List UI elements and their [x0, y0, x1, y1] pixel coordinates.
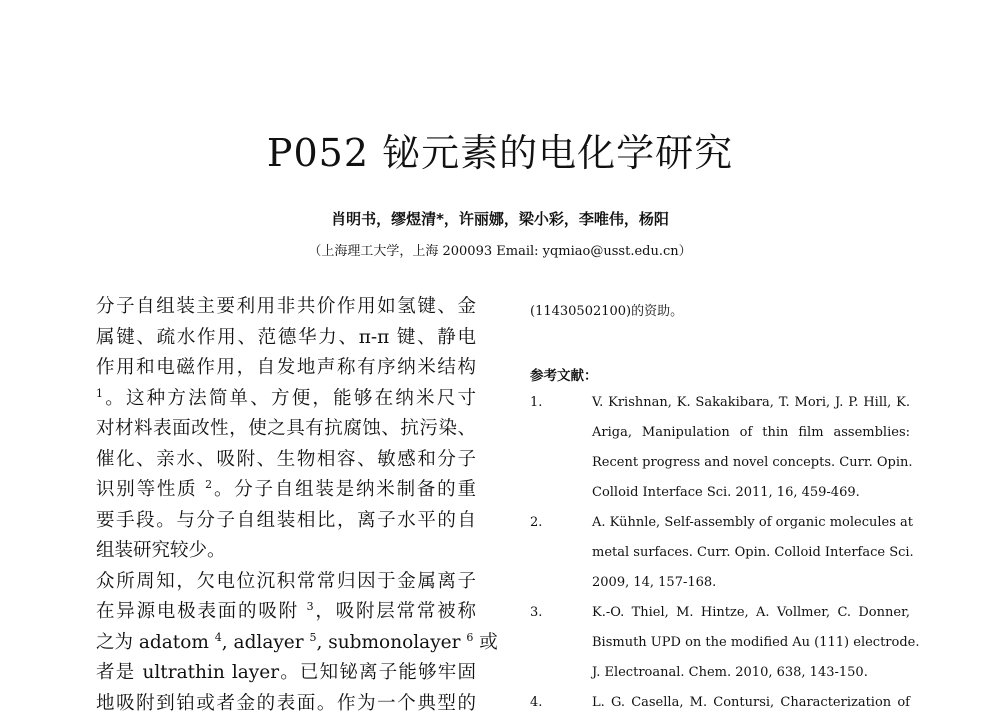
body-line: 众所周知，欠电位沉积常常归因于金属离子: [96, 567, 476, 598]
body-line: 对材料表面改性，使之具有抗腐蚀、抗污染、: [96, 414, 476, 445]
affiliation: （上海理工大学，上海 200093 Email: yqmiao@usst.edu.cn）: [0, 240, 1000, 259]
author-list: 肖明书，缪煜清*，许丽娜，梁小彩，李唯伟，杨阳: [0, 208, 1000, 229]
reference-text: A. Kühnle, Self-assembly of organic molecules at metal surfaces. Curr. Opin. Colloid Interface Sci. 2009, 14, 157-168.: [592, 508, 910, 598]
reference-text: V. Krishnan, K. Sakakibara, T. Mori, J. P. Hill, K. Ariga, Manipulation of thin film assemblies: Recent progress and novel concepts. Curr. Opin. Colloid Interface Sci. 2011, 16, 459-469.: [592, 388, 910, 508]
body-line: 组装研究较少。: [96, 536, 476, 567]
citation-superscript: 2: [205, 478, 212, 491]
body-line: 之为 adatom $^4$, adlayer $^5$, submonolayer $^6$ 或: [96, 628, 476, 659]
body-line: 属键、疏水作用、范德华力、π-π 键、静电: [96, 323, 476, 354]
reference-number: 2.: [530, 508, 542, 538]
body-line: 分子自组装主要利用非共价作用如氢键、金: [96, 292, 476, 323]
body-line: 要手段。与分子自组装相比，离子水平的自: [96, 506, 476, 537]
reference-number: 4.: [530, 688, 542, 718]
right-column: [530, 300, 910, 319]
body-line: 在异源电极表面的吸附 $^3$，吸附层常常被称: [96, 597, 476, 628]
body-line: 识别等性质 $^2$。分子自组装是纳米制备的重: [96, 475, 476, 506]
citation-superscript: 4: [215, 630, 222, 643]
body-line: $^1$。这种方法简单、方便，能够在纳米尺寸: [96, 384, 476, 415]
body-line: 者是 ultrathin layer。已知铋离子能够牢固: [96, 658, 476, 689]
body-line: 催化、亲水、吸附、生物相容、敏感和分子: [96, 445, 476, 476]
funding-note: (11430502100)的资助。: [530, 300, 910, 319]
reference-text: K.-O. Thiel, M. Hintze, A. Vollmer, C. Donner, Bismuth UPD on the modified Au (111) electrode. J. Electroanal. Chem. 2010, 638, 143-150.: [592, 598, 910, 688]
reference-number: 1.: [530, 388, 542, 418]
left-column-text: [96, 292, 476, 719]
citation-superscript: 5: [310, 630, 317, 643]
citation-superscript: 6: [466, 630, 473, 643]
paper-title: P052 铋元素的电化学研究: [0, 122, 1000, 177]
body-line: 作用和电磁作用，自发地声称有序纳米结构: [96, 353, 476, 384]
citation-superscript: 1: [96, 386, 103, 399]
citation-superscript: 3: [307, 600, 314, 613]
reference-number: 3.: [530, 598, 542, 628]
reference-text: L. G. Casella, M. Contursi, Characterization of: [592, 688, 910, 718]
body-line: 地吸附到铂或者金的表面。作为一个典型的: [96, 689, 476, 719]
references-heading: 参考文献：: [530, 364, 598, 384]
